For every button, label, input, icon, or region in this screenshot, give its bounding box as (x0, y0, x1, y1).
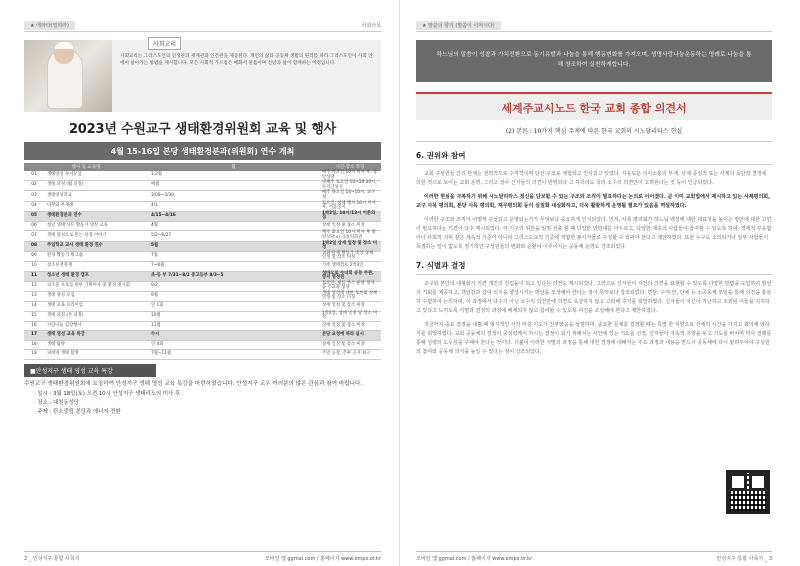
left-header (24, 22, 381, 32)
event-detail: 상세 일정 및 장소 미정 (319, 321, 381, 331)
right-page (400, 0, 800, 566)
table-row (24, 271, 381, 281)
event-detail: 1박2일, 10시/13시 이론의 집 (319, 211, 381, 221)
event-month: 4/1 (148, 201, 319, 211)
left-page-number: 2 _ 안성지구 통합 사목지 (24, 556, 80, 562)
row-number: 05 (24, 211, 44, 221)
event-name: 생태영성 독서모임 (44, 171, 148, 181)
row-number: 09 (24, 251, 44, 261)
event-detail: 토요일, 제를 부스 운영 정자동 주교좌 성당 (319, 281, 381, 291)
training-banner: 4월 15-16일 본당 생태환경분과(위원회) 연수 개최 (24, 142, 381, 160)
event-name: 창조보전축제 (44, 262, 148, 272)
scripture-quote-box: 하느님의 말씀이 성찰과 가치전환으로 동기유발과 나눔을 통해 행동변화를 가져오며, 생명사랑나눔운동하는 영례로 나눔을 통해 창조하여 실천하게합니다. (416, 40, 772, 82)
anseong-lecture-list (24, 390, 381, 417)
row-number: 01 (24, 171, 44, 181)
schedule-table (24, 163, 381, 360)
event-detail: 매주 화요일 10시 미사 후 중앙성당 or 가톨릭회관 (319, 231, 381, 241)
social-teaching-text: 사회교리는 그리스도인의 인생관과 세계관과 인간관을 제공한다. 개인의 삶과 공동체 생활의 원리를 따라 그리스도인이 사회 안에서 살아가는 방법을 제시합니다. 모든 사회적 가르침은 매화서 말씀이며 신앙과 삶이 함께하는 여정입니다. (120, 54, 373, 66)
social-teaching-label: 사회교리 (148, 37, 181, 50)
synod-title: 세계주교시노드 한국 교회 종합 의견서 (416, 92, 772, 120)
event-detail: 상세 일정 및 장소 미정 (319, 340, 381, 350)
section-heading: 7. 식별과 결정 (416, 260, 772, 275)
table-row (24, 251, 381, 261)
event-name: 생태영성학교 (44, 191, 148, 201)
event-detail: 가족 생태캠프 2박3일 (319, 262, 381, 272)
event-month: 7~8월 (148, 262, 319, 272)
event-name: 환경 활동가 워크숍 (44, 251, 148, 261)
qr-code-icon (726, 470, 770, 514)
event-name: 청소년 생태 환경 캠프 (44, 271, 148, 281)
table-row (24, 231, 381, 241)
event-month: 4/15~4/16 (148, 211, 319, 221)
event-detail: 생태 영성에 대한 토론회 상세 일정 및 장소 미정 (319, 291, 381, 301)
event-detail: 토요일, 성체 행사 10시 미사 후, 어음성지 (319, 201, 381, 211)
lecture-detail-item: · 주제 : 탄소중립 본당과 에너지 전환 (34, 408, 121, 415)
event-name: 나무와 부제례 (44, 201, 148, 211)
table-row (24, 201, 381, 211)
event-month: 연 1회 (148, 302, 319, 312)
section-paragraph: 이러한 구조와 조직이 어떻게 구성되고 운영되는가가 무엇보다 중요하게 인식되었다. 먼저, 사목 평의회가 하느님 백성에 대한 대표성을 높이는 방안에 대한 고민이 필요하다는 의견이 다수 제시되었다. 각 기구의 위원을 임명·선출 할 때 다양한 연령대를 아우르고, 다양한 계층의 사람들이 참여할 수 있도록 하여, 경제적 부유함이나 사회적 지위 같은 세속적 기준이 아니라 그리스도교적 기준에 적합한 봉사자들로 구성할 수 있어야 한다고 제안하였다. 또한 누구도 소외되거나 일부 사람들이 독점하는 일이 없도록 정기적인 구성원들의 변화와 순환이 이루어지는 공동체 운영도 강조되었다. (416, 217, 772, 250)
row-number: 17 (24, 331, 44, 341)
left-footer-contact: 모바일 앱 ggmal.com / 홈페이지 www.emps.or.kr (264, 556, 381, 562)
table-row (24, 331, 381, 341)
table-row (24, 211, 381, 221)
event-detail: 교회 단체 활동가 대상 상세 일정 및 장소 미정 (319, 251, 381, 261)
anseong-lecture-title: ■안성지구 생태 영성 교육 특강 (24, 364, 156, 377)
event-name: 피데네 생태 탐방 (44, 350, 148, 360)
event-month: 7월~11월 (148, 350, 319, 360)
event-name: 주일학교 교사 생태 환경 연수 (44, 241, 148, 251)
row-number: 02 (24, 181, 44, 191)
left-footer (24, 551, 381, 562)
right-footer-contact: 모바일 앱 ggmal.com / 홈페이지 www.emps.or.kr (416, 556, 533, 562)
social-teaching-box (112, 40, 381, 112)
row-number: 14 (24, 302, 44, 312)
event-month: 4월 (148, 221, 319, 231)
event-name: 생태 피정 (본 피정) (44, 311, 148, 321)
table-row (24, 291, 381, 301)
table-row (24, 302, 381, 312)
event-name: 생태 영성 교육 특강 (44, 331, 148, 341)
right-header (416, 22, 772, 32)
event-name: 생태 영성으로 읽는 성경 이야기 (44, 231, 148, 241)
event-month: 9/2 (148, 281, 319, 291)
event-name: 사랑나눔 김장행사 (44, 321, 148, 331)
table-row (24, 191, 381, 201)
table-row (24, 350, 381, 360)
lecture-detail-item: · 장소 : 대천동성당 (34, 399, 80, 406)
section-discernment (416, 260, 772, 357)
row-number: 07 (24, 231, 44, 241)
left-header-section: 사회사목 (361, 23, 381, 29)
row-number: 13 (24, 291, 44, 301)
row-number: 16 (24, 321, 44, 331)
event-month: 초·등 부 7/31~8/1 중고등부 8/3~5 (148, 271, 319, 281)
event-detail: 매주 목요일 10시 미사 후, 중앙성당 (319, 171, 381, 181)
section-paragraph: 교회 구성원들 간의 관계는 권력적으로 수직적이며 단선 구조로 체험되고 인식되고 있었다. 자유로운 의사소통의 부재, 사제 중심적 또는 사제의 독단적 결정에 의한 것으로 보이는 교회 운영, 그리고 성사 신자들의 의견이 반영되다 고 하더라도 국의 소수의 의견만이 고려된다는 것 등이 인급되었다. (416, 171, 767, 186)
right-footer (416, 551, 772, 562)
table-row (24, 262, 381, 272)
right-header-tag: ★ 말씀의 향기 (말씀이 이머시다) (416, 21, 501, 30)
col-header-detail: 시간·장소·특징 (319, 163, 381, 171)
event-detail: 1박2일 상세 일정 및 장소 미정 (319, 241, 381, 251)
table-row (24, 241, 381, 251)
lecture-detail-item: · 일시 : 3월 18일(토) 오전 10시 안성지구 생태리도의 미사 후 (34, 390, 181, 397)
table-row (24, 321, 381, 331)
event-month: 7월 (148, 251, 319, 261)
table-row (24, 340, 381, 350)
row-number: 12 (24, 281, 44, 291)
event-detail: 본당 요청에 따라 실시 (319, 331, 381, 341)
pope-photo (24, 40, 112, 112)
row-number: 19 (24, 350, 44, 360)
event-month: 9월 (148, 291, 319, 301)
section-authority (416, 150, 772, 252)
event-detail: 매주 목요일 14~16시, 교구청 (319, 191, 381, 201)
event-month: 11월 (148, 321, 319, 331)
right-page-number: 안성지구 통합 사목지 _ 3 (716, 556, 772, 562)
section-paragraph: 지금까지 중요 결정을 내릴 때 형식적인 시작 마침 기도가 전부였음을 성찰하며, 중요한 문제를 결정할 때는 특별 한 지향으로 전체의 시간을 가지고 회의에 임하기를 희망하였다. 교회 공동체의 결정이 공성령께서 하시는 결정이 되기 위해서는 사안에 있는 기도를 선정, 신자들이 지속적 지향을 두고 기도를 바치며 미사 전례를 통해 성령의 도우심을 구해야 한다는 것이다. 더불어 이러한 식별의 과정을 통해 내린 결정에 대해서는 주요 과정과 내용을 반드시 공동체에 다시 알려주어야 구성원의 참여와 공동체 의식을 높일 수 있다는 점이 강조되었다. (416, 322, 772, 355)
col-header-event: 행사 및 교육명 (24, 163, 148, 171)
page-title: 2023년 수원교구 생태환경위원회 교육 및 행사 (68, 122, 337, 137)
section-paragraph-emphasis: 이러한 현실을 극복하기 위해 시노달리타스 정신을 담보할 수 있는 구조와 조직이 필요하다는 논의로 이어졌다. 곧 이미 교회법에서 제시하고 있는 사제평의회, 교구 사목 평의회, 본당 사목 평의회, 재무평의회 등이 실질화 내실화하고, 더욱 활발하게 운영될 필요가 있음을 역설하였다. (416, 194, 770, 209)
row-number: 18 (24, 340, 44, 350)
event-detail: 성바오로 수녀회 공동 주관, 양지 영성원 (319, 271, 381, 281)
event-month: 10월 (148, 311, 319, 321)
synod-subtitle: (2) 본론 : 10가지 핵심 주제에 따른 한국 교회의 시노달리타스 현실 (416, 126, 772, 142)
row-number: 10 (24, 262, 44, 272)
col-header-month: 월 (148, 163, 319, 171)
event-detail: 주말 농장, 추후 공지 최고 (319, 350, 381, 360)
event-month: 1,2월 (148, 171, 319, 181)
section-paragraph: 교구와 본당의 대형화가 의견 개진의 걸림돌이 되고 있다는 의견도 제시되었다. 그러므로 신자들이 자신의 의견을 표현할 수 있도록 다양한 방법을 도입하여 발언의 기회를 제공하고, 책임감과 참여 의식을 향상시키는 방안을 모색해야 한다는 점이 무엇보다 강조되었다. 면담, 구역·반, 단체 등 소공동체 모임을 통해 의견을 충분히 수렴하여 논의하며, 이 과정에서 다수가 아닌 소수의 의견만에 의견도 묵살하지 않고 고려해 주기를 희망하였다. 신자들이 자신이 가난하고 소외된 이들을 지지하고 있다고 느끼도록 식별과 결정의 과정에 배제되지 않고 참여할 수 있도록 여건을 조성해야 한다고 제안하였다. (416, 281, 772, 314)
row-number: 03 (24, 191, 44, 201)
event-month: 3/09~3/30 (148, 191, 319, 201)
anseong-lecture-section (24, 364, 381, 417)
row-number: 08 (24, 241, 44, 251)
row-number: 15 (24, 311, 44, 321)
event-month: 5월 (148, 241, 319, 251)
row-number: 04 (24, 201, 44, 211)
row-number: 11 (24, 271, 44, 281)
event-name: 생태 피정 (월 피정) (44, 181, 148, 191)
event-name: 생태 영성 모임 (44, 291, 148, 301)
event-month: 연 4회 (148, 340, 319, 350)
event-detail: 1박2일, 상세 일정 및 장소 미정 (319, 311, 381, 321)
intro-block (24, 40, 381, 112)
left-header-tag: ★ 에파타(열려라) (24, 21, 75, 30)
event-name: 생태 탐방 (44, 340, 148, 350)
table-row (24, 311, 381, 321)
event-month: 매월 (148, 181, 319, 191)
event-detail: 상세 일정 및 장소 미정 (319, 302, 381, 312)
event-detail: 상세 일정 및 장소 미정 (319, 221, 381, 231)
event-name: 청년 생태 사도 활동가 영성 교육 (44, 221, 148, 231)
event-month: 5/2~6/27 (148, 231, 319, 241)
event-name: 생태 교육 프리미엄 (44, 302, 148, 312)
section-heading: 6. 권위와 참여 (416, 150, 772, 165)
event-name: 생태환경분과 연수 (44, 211, 148, 221)
event-detail: 넷째주 토요일 10~16:30시, 수리산성지 (319, 181, 381, 191)
anseong-lecture-text: 수원교구 생태환경위원회에 요청하여 안성지구 생태 영성 교육 특강을 마련하였습니다. 안성지구 교우 여러분의 많은 관심과 참여 바랍니다. (24, 380, 363, 387)
row-number: 06 (24, 221, 44, 231)
event-month: 수시 (148, 331, 319, 341)
table-row (24, 281, 381, 291)
event-name: 피조물 보호를 위한 기원미사 및 환경 전시회 (44, 281, 148, 291)
